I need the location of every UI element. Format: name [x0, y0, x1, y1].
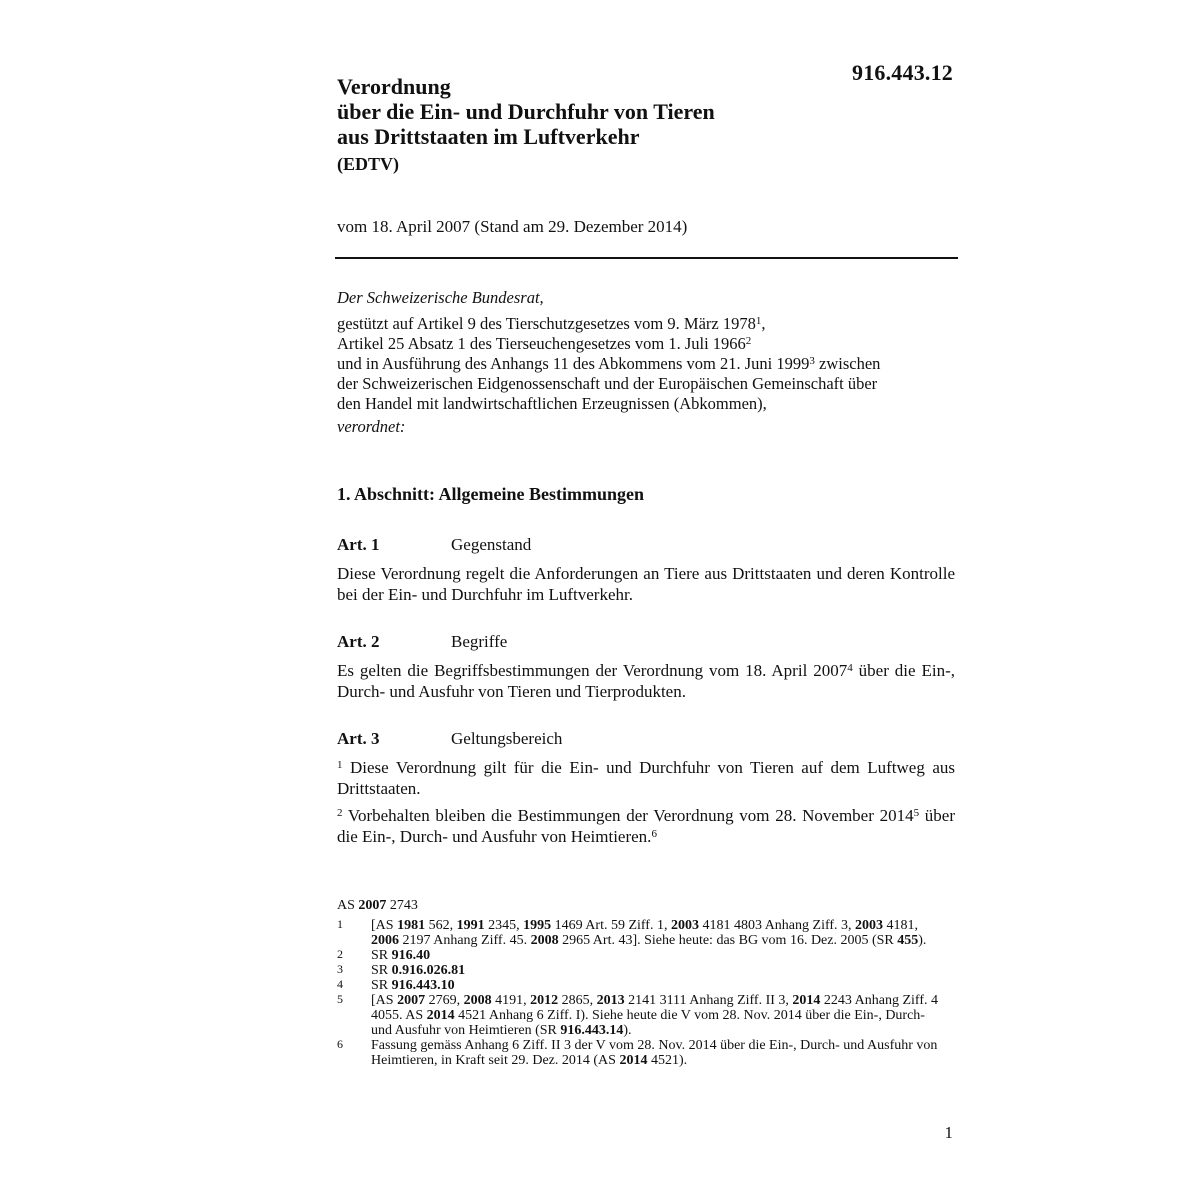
- footnote-segment: 2003: [855, 918, 884, 933]
- footnote-text: [371, 963, 947, 978]
- footnote-segment: 916.40: [391, 948, 431, 963]
- footnote-segment: 2197 Anhang Ziff. 45.: [399, 933, 531, 948]
- article-1-heading: Gegenstand: [451, 535, 532, 554]
- title-block: [337, 74, 897, 175]
- footnote-1: [337, 918, 947, 948]
- footnote-2: [337, 948, 947, 963]
- footnote-segment: 2008: [530, 933, 559, 948]
- footnote-ref-3[interactable]: 3: [809, 355, 815, 367]
- footnote-segment: 1981: [397, 918, 426, 933]
- article-3-paragraph-2-text-b: über die Ein-, Durch- und Ausfuhr von Heimtieren.: [337, 806, 955, 846]
- footnote-segment: 2014: [619, 1053, 648, 1068]
- footnote-segment: 1469 Art. 59 Ziff. 1,: [551, 918, 671, 933]
- footnote-segment: 2006: [371, 933, 399, 948]
- footnote-number: 3: [337, 962, 343, 976]
- article-2: [337, 631, 955, 702]
- footnote-segment: 2141 3111 Anhang Ziff. II 3,: [624, 993, 793, 1008]
- article-3-heading: Geltungsbereich: [451, 729, 563, 748]
- footnote-segment: 2003: [670, 918, 699, 933]
- section-title: 1. Abschnitt: Allgemeine Bestimmungen: [337, 484, 645, 504]
- paragraph-number-1: 1: [337, 759, 343, 771]
- article-3-paragraph-1: [337, 757, 955, 799]
- footnote-segment: [AS: [371, 918, 398, 933]
- article-3: [337, 728, 955, 853]
- preamble-line-4: der Schweizerischen Eidgenossenschaft und der Europäischen Gemeinschaft über: [337, 374, 878, 393]
- preamble-verordnet: verordnet:: [337, 417, 406, 436]
- footnote-segment: 2345,: [484, 918, 524, 933]
- footnote-segment: 2243 Anhang Ziff. 4 4055. AS: [371, 993, 938, 1023]
- footnote-segment: SR: [371, 978, 392, 993]
- header-divider: [335, 257, 958, 259]
- preamble-line-3: [337, 354, 957, 374]
- footnotes: [337, 898, 947, 1068]
- article-2-heading: Begriffe: [451, 632, 508, 651]
- preamble: [337, 288, 957, 437]
- preamble-line-3-tail: zwischen: [814, 354, 881, 373]
- footnote-segment: 2014: [792, 993, 821, 1008]
- sr-number: 916.443.12: [852, 60, 953, 85]
- footnote-segment: 2013: [596, 993, 625, 1008]
- footnote-number: 1: [337, 917, 343, 931]
- title-line-2: über die Ein- und Durchfuhr von Tieren: [337, 99, 715, 124]
- footnote-text: [371, 1038, 947, 1068]
- paragraph-number-2: 2: [337, 807, 343, 819]
- as-prefix: AS: [337, 898, 359, 913]
- footnote-segment: 562,: [425, 918, 457, 933]
- preamble-line-5: den Handel mit landwirtschaftlichen Erzeugnissen (Abkommen),: [337, 394, 767, 413]
- footnote-ref-1[interactable]: 1: [755, 315, 762, 327]
- footnote-4: [337, 978, 947, 993]
- footnote-segment: 4181,: [883, 918, 919, 933]
- footnote-segment: 4191,: [491, 993, 531, 1008]
- preamble-line-2: [337, 334, 957, 354]
- footnote-segment: ).: [918, 933, 927, 948]
- article-2-number: Art. 2: [337, 632, 380, 651]
- article-1-heading-row: [337, 534, 955, 556]
- article-2-text-b: über die Ein-, Durch- und Ausfuhr von Tieren und Tierprodukten.: [337, 661, 955, 701]
- preamble-line-1: [337, 314, 957, 334]
- article-2-text-a: Es gelten die Begriffsbestimmungen der Verordnung vom 18. April 2007: [337, 661, 848, 680]
- as-page: 2743: [386, 898, 418, 913]
- page-number: 1: [944, 1123, 953, 1142]
- footnote-segment: Fassung gemäss Anhang 6 Ziff. II 3 der V vom 28. Nov. 2014 über die Ein-, Durch- und Ausfuhr von Heimtieren, in Kraft seit 29. Dez. 2014 (AS: [371, 1038, 938, 1068]
- footnote-segment: ).: [623, 1023, 632, 1038]
- footnote-6: [337, 1038, 947, 1068]
- footnote-number: 2: [337, 947, 343, 961]
- as-year: 2007: [358, 898, 387, 913]
- footnote-number: 6: [337, 1037, 343, 1051]
- footnote-segment: 1995: [523, 918, 552, 933]
- article-3-paragraph-2: [337, 805, 955, 847]
- footnote-ref-6[interactable]: 6: [651, 828, 657, 840]
- footnote-text: [371, 948, 947, 963]
- footnote-ref-4[interactable]: 4: [847, 662, 853, 674]
- footnote-segment: 4521 Anhang 6 Ziff. I). Siehe heute die V vom 28. Nov. 2014 über die Ein-, Durch- und Ausfuhr von Heimtieren (SR: [371, 1008, 925, 1038]
- footnote-segment: [AS: [371, 993, 398, 1008]
- footnote-segment: 916.443.10: [391, 978, 455, 993]
- date-line: vom 18. April 2007 (Stand am 29. Dezember 2014): [337, 217, 688, 236]
- footnote-segment: 2865,: [558, 993, 597, 1008]
- footnote-ref-2[interactable]: 2: [745, 335, 752, 347]
- article-1-text: Diese Verordnung regelt die Anforderungen an Tiere aus Drittstaaten und deren Kontrolle bei der Ein- und Durchfuhr im Luftverkehr.: [337, 564, 955, 604]
- article-1: [337, 534, 955, 605]
- title-line-1: Verordnung: [337, 74, 451, 99]
- preamble-authority: Der Schweizerische Bundesrat,: [337, 288, 544, 307]
- preamble-line-2-text: Artikel 25 Absatz 1 des Tierseuchengesetzes vom 1. Juli 1966: [337, 334, 746, 353]
- footnote-segment: 2012: [530, 993, 559, 1008]
- footnote-segment: 1991: [456, 918, 485, 933]
- footnote-segment: 2007: [397, 993, 426, 1008]
- title-line-3: aus Drittstaaten im Luftverkehr: [337, 124, 640, 149]
- title-abbreviation: (EDTV): [337, 154, 399, 174]
- footnote-segment: 2965 Art. 43]. Siehe heute: das BG vom 16. Dez. 2005 (SR: [558, 933, 898, 948]
- footnote-list: [337, 918, 947, 1068]
- article-2-text: [337, 660, 955, 702]
- footnote-number: 4: [337, 977, 343, 991]
- article-3-number: Art. 3: [337, 729, 380, 748]
- preamble-line-1-tail: ,: [761, 314, 766, 333]
- footnote-segment: 455: [897, 933, 919, 948]
- article-3-heading-row: [337, 728, 955, 750]
- footnote-segment: 0.916.026.81: [391, 963, 466, 978]
- footnote-text: [371, 993, 947, 1038]
- article-3-paragraph-1-text: Diese Verordnung gilt für die Ein- und Durchfuhr von Tieren auf dem Luftweg aus Drittstaaten.: [337, 758, 955, 798]
- footnote-3: [337, 963, 947, 978]
- footnote-number: 5: [337, 992, 343, 1006]
- footnote-text: [371, 918, 947, 948]
- footnote-segment: 2769,: [425, 993, 464, 1008]
- article-1-number: Art. 1: [337, 535, 380, 554]
- footnote-segment: 916.443.14: [560, 1023, 624, 1038]
- footnote-text: [371, 978, 947, 993]
- preamble-line-3-text: und in Ausführung des Anhangs 11 des Abkommens vom 21. Juni 1999: [337, 354, 810, 373]
- footnote-segment: 2014: [426, 1008, 455, 1023]
- article-3-paragraph-2-text-a: Vorbehalten bleiben die Bestimmungen der Verordnung vom 28. November 2014: [342, 806, 914, 825]
- footnote-5: [337, 993, 947, 1038]
- article-2-heading-row: [337, 631, 955, 653]
- footnote-segment: SR: [371, 963, 392, 978]
- as-reference: [337, 898, 947, 913]
- footnote-segment: SR: [371, 948, 392, 963]
- preamble-line-1-text: gestützt auf Artikel 9 des Tierschutzgesetzes vom 9. März 1978: [337, 314, 756, 333]
- footnote-segment: 2008: [463, 993, 492, 1008]
- footnote-ref-5[interactable]: 5: [913, 807, 920, 819]
- footnote-segment: 4181 4803 Anhang Ziff. 3,: [698, 918, 856, 933]
- footnote-segment: 4521).: [647, 1053, 688, 1068]
